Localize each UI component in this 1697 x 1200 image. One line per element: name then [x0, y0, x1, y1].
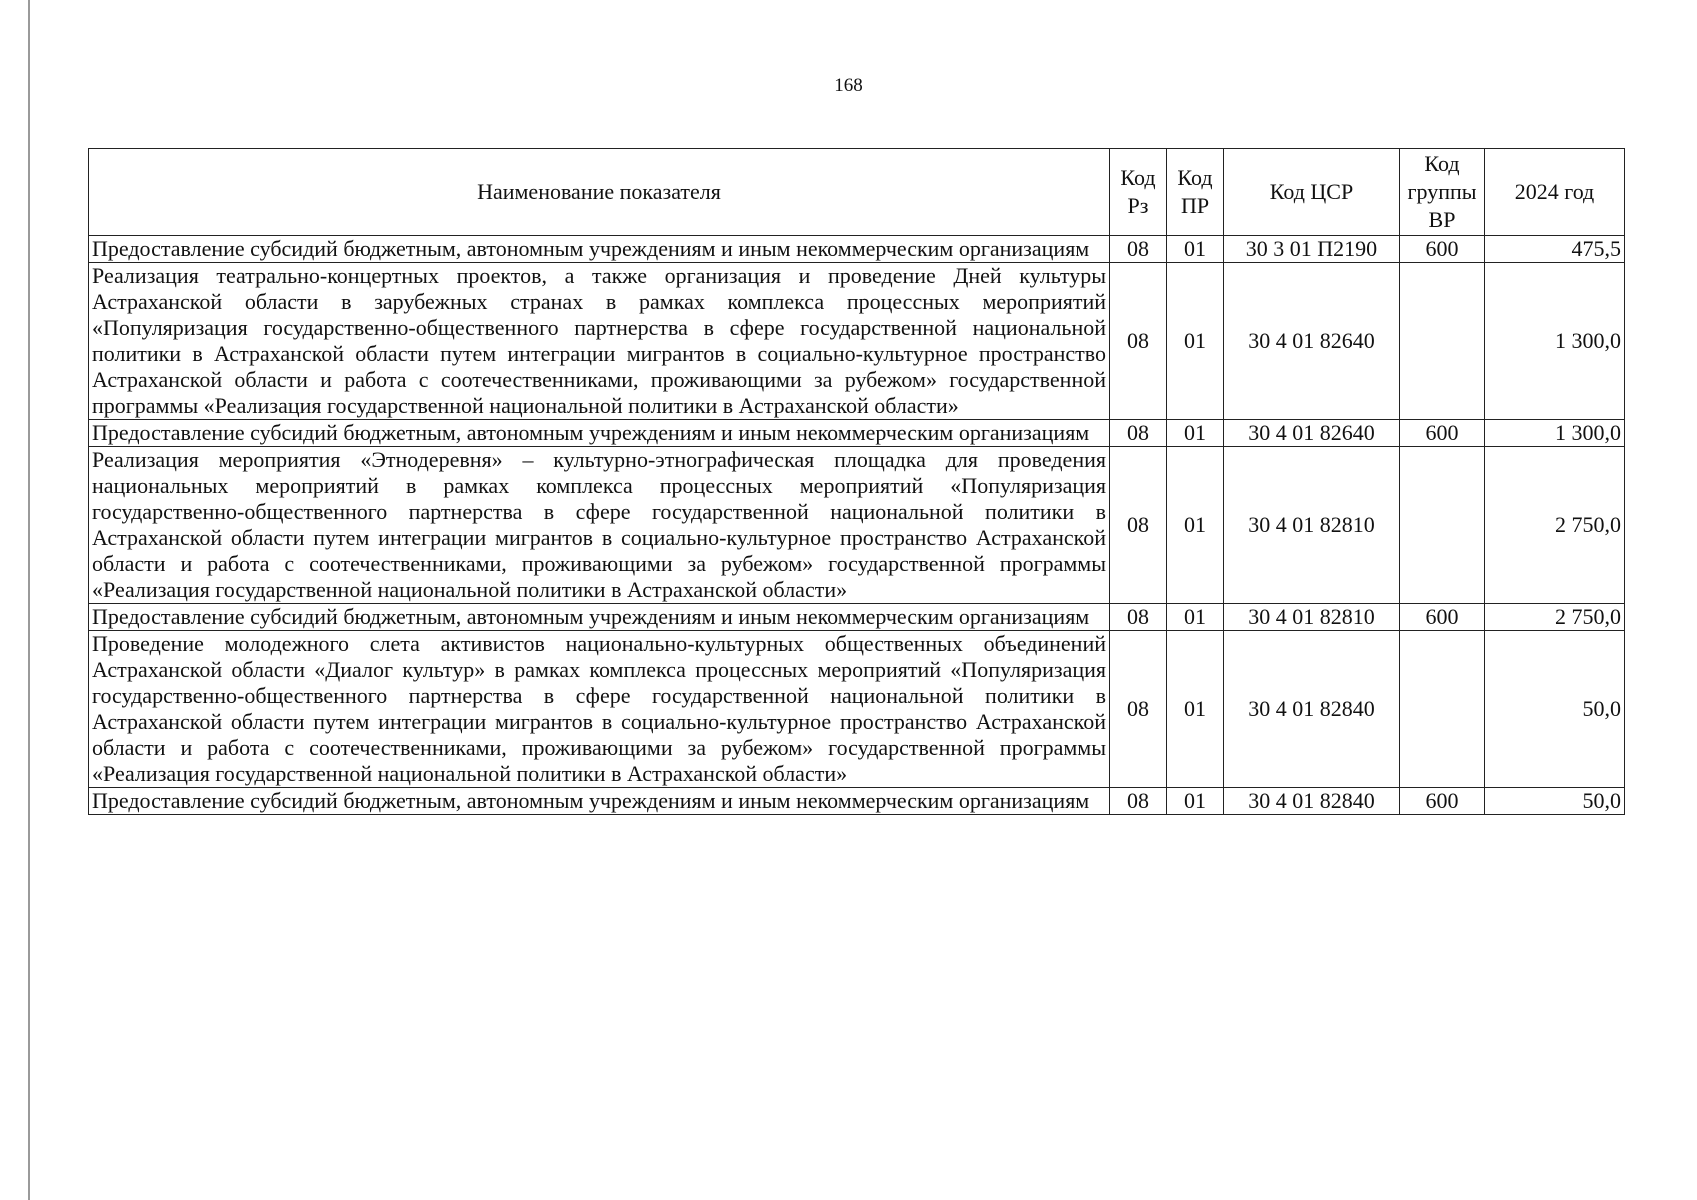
row-name: Реализация мероприятия «Этнодеревня» – культурно-этнографическая площадка для проведения национальных мероприятий в рамках комплекса процессных мероприятий «Популяризация государственно-общественного партнерства в сфере государственной национальной политики в Астраханской области путем интеграции мигрантов в социально-культурное пространство Астраханской области и работа с соотечественниками, проживающими за рубежом» государственной программы «Реализация государственной национальной политики в Астраханской области»	[89, 447, 1110, 604]
row-pr: 01	[1167, 447, 1224, 604]
row-amount: 1 300,0	[1485, 263, 1625, 420]
row-name: Предоставление субсидий бюджетным, автономным учреждениям и иным некоммерческим организациям	[89, 420, 1110, 447]
row-vr	[1400, 631, 1485, 788]
header-year: 2024 год	[1485, 149, 1625, 236]
row-rz: 08	[1110, 447, 1167, 604]
table-row	[89, 604, 1625, 631]
row-rz: 08	[1110, 788, 1167, 815]
table-row	[89, 631, 1625, 788]
row-amount: 1 300,0	[1485, 420, 1625, 447]
table-row	[89, 263, 1625, 420]
header-name: Наименование показателя	[89, 149, 1110, 236]
row-vr: 600	[1400, 788, 1485, 815]
row-vr: 600	[1400, 420, 1485, 447]
row-csr: 30 4 01 82840	[1224, 631, 1400, 788]
table-header	[89, 149, 1625, 236]
row-amount: 2 750,0	[1485, 604, 1625, 631]
row-rz: 08	[1110, 420, 1167, 447]
table-row	[89, 236, 1625, 263]
row-amount: 475,5	[1485, 236, 1625, 263]
binding-margin-line	[28, 0, 30, 1200]
row-pr: 01	[1167, 631, 1224, 788]
row-vr: 600	[1400, 604, 1485, 631]
row-pr: 01	[1167, 420, 1224, 447]
header-row	[89, 149, 1625, 236]
header-pr: Код ПР	[1167, 149, 1224, 236]
row-rz: 08	[1110, 236, 1167, 263]
row-rz: 08	[1110, 604, 1167, 631]
row-rz: 08	[1110, 263, 1167, 420]
row-pr: 01	[1167, 788, 1224, 815]
table-row	[89, 788, 1625, 815]
row-pr: 01	[1167, 236, 1224, 263]
row-csr: 30 4 01 82640	[1224, 263, 1400, 420]
row-name: Предоставление субсидий бюджетным, автономным учреждениям и иным некоммерческим организациям	[89, 604, 1110, 631]
table-body	[89, 236, 1625, 815]
budget-table	[88, 148, 1625, 815]
row-vr: 600	[1400, 236, 1485, 263]
row-csr: 30 4 01 82810	[1224, 604, 1400, 631]
row-amount: 50,0	[1485, 631, 1625, 788]
row-name: Реализация театрально-концертных проектов, а также организация и проведение Дней культуры Астраханской области в зарубежных странах в рамках комплекса процессных мероприятий «Популяризация государственно-общественного партнерства в сфере государственной национальной политики в Астраханской области путем интеграции мигрантов в социально-культурное пространство Астраханской области и работа с соотечественниками, проживающими за рубежом» государственной программы «Реализация государственной национальной политики в Астраханской области»	[89, 263, 1110, 420]
header-vr: Код группы ВР	[1400, 149, 1485, 236]
header-rz: Код Рз	[1110, 149, 1167, 236]
row-vr	[1400, 447, 1485, 604]
table-row	[89, 420, 1625, 447]
row-amount: 50,0	[1485, 788, 1625, 815]
row-name: Предоставление субсидий бюджетным, автономным учреждениям и иным некоммерческим организациям	[89, 236, 1110, 263]
row-csr: 30 4 01 82810	[1224, 447, 1400, 604]
row-amount: 2 750,0	[1485, 447, 1625, 604]
table-row	[89, 447, 1625, 604]
row-vr	[1400, 263, 1485, 420]
header-csr: Код ЦСР	[1224, 149, 1400, 236]
page-number: 168	[834, 75, 863, 96]
row-csr: 30 4 01 82840	[1224, 788, 1400, 815]
row-name: Предоставление субсидий бюджетным, автономным учреждениям и иным некоммерческим организациям	[89, 788, 1110, 815]
row-pr: 01	[1167, 263, 1224, 420]
row-csr: 30 3 01 П2190	[1224, 236, 1400, 263]
row-rz: 08	[1110, 631, 1167, 788]
row-pr: 01	[1167, 604, 1224, 631]
row-csr: 30 4 01 82640	[1224, 420, 1400, 447]
row-name: Проведение молодежного слета активистов национально-культурных общественных объединений Астраханской области «Диалог культур» в рамках комплекса процессных мероприятий «Популяризация государственно-общественного партнерства в сфере государственной национальной политики в Астраханской области путем интеграции мигрантов в социально-культурное пространство Астраханской области и работа с соотечественниками, проживающими за рубежом» государственной программы «Реализация государственной национальной политики в Астраханской области»	[89, 631, 1110, 788]
